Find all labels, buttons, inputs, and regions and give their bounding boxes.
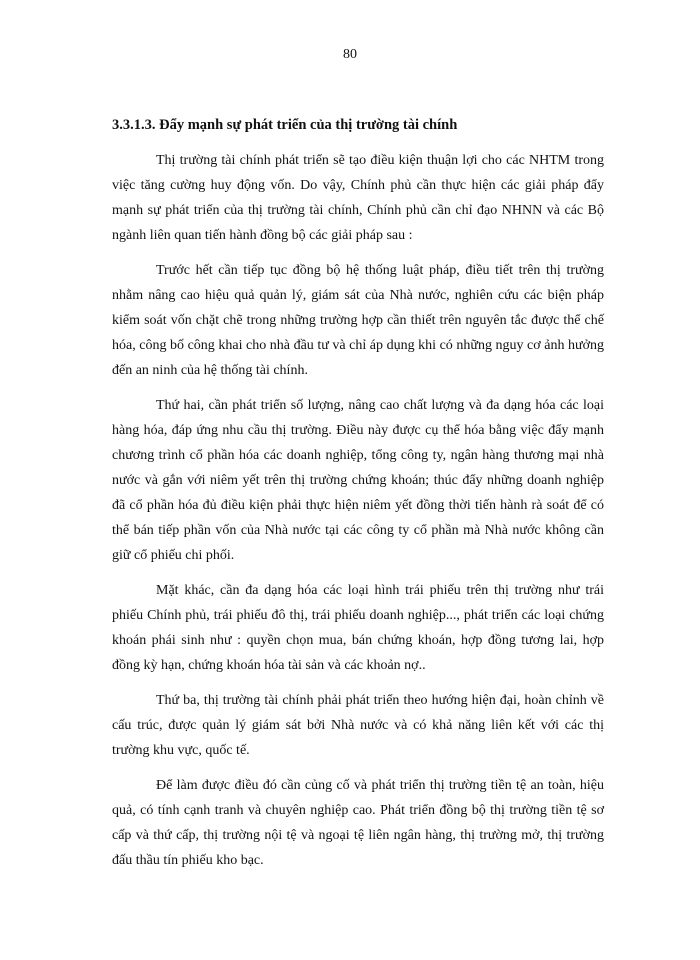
paragraph-second-point: Thứ hai, cần phát triển số lượng, nâng cao chất lượng và đa dạng hóa các loại hàng hóa, đáp ứng nhu cầu thị trường. Điều này được cụ thể hóa bằng việc đẩy mạnh chương trình cổ phần hóa các doanh nghiệp, tổng công ty, ngân hàng thương mại nhà nước và gắn với niêm yết trên thị trường chứng khoán; thúc đẩy những doanh nghiệp đã cổ phần hóa đủ điều kiện phải thực hiện niêm yết đồng thời tiến hành rà soát để có thể bán tiếp phần vốn của Nhà nước tại các công ty cổ phần mà Nhà nước không cần giữ cổ phiếu chi phối.: [112, 398, 604, 563]
paragraph-intro: Thị trường tài chính phát triển sẽ tạo điều kiện thuận lợi cho các NHTM trong việc tăng cường huy động vốn. Do vậy, Chính phủ cần thực hiện các giải pháp đẩy mạnh sự phát triển của thị trường tài chính, Chính phủ cần chỉ đạo NHNN và các Bộ ngành liên quan tiến hành đồng bộ các giải pháp sau :: [112, 153, 604, 243]
page-number: 80: [343, 47, 357, 62]
section-heading: 3.3.1.3. Đẩy mạnh sự phát triển của thị trường tài chính: [112, 117, 458, 133]
paragraph-money-market: Để làm được điều đó cần củng cố và phát triển thị trường tiền tệ an toàn, hiệu quả, có tính cạnh tranh và chuyên nghiệp cao. Phát triển đồng bộ thị trường tiền tệ sơ cấp và thứ cấp, thị trường nội tệ và ngoại tệ liên ngân hàng, thị trường mở, thị trường đấu thầu tín phiếu kho bạc.: [112, 778, 604, 868]
paragraph-legal-system: Trước hết cần tiếp tục đồng bộ hệ thống luật pháp, điều tiết trên thị trường nhằm nâng cao hiệu quả quản lý, giám sát của Nhà nước, nghiên cứu các biện pháp kiểm soát vốn chặt chẽ trong những trường hợp cần thiết trên nguyên tắc được thể chế hóa, công bố công khai cho nhà đầu tư và chỉ áp dụng khi có những nguy cơ ảnh hưởng đến an ninh của hệ thống tài chính.: [112, 263, 604, 378]
paragraph-third-point: Thứ ba, thị trường tài chính phải phát triển theo hướng hiện đại, hoàn chỉnh về cấu trúc, được quản lý giám sát bởi Nhà nước và có khả năng liên kết với các thị trường khu vực, quốc tế.: [112, 693, 604, 758]
paragraph-bonds-derivatives: Mặt khác, cần đa dạng hóa các loại hình trái phiếu trên thị trường như trái phiếu Chính phủ, trái phiếu đô thị, trái phiếu doanh nghiệp..., phát triển các loại chứng khoán phái sinh như : quyền chọn mua, bán chứng khoán, hợp đồng tương lai, hợp đồng kỳ hạn, chứng khoán hóa tài sản và các khoản nợ..: [112, 583, 604, 673]
document-body: [112, 116, 604, 883]
